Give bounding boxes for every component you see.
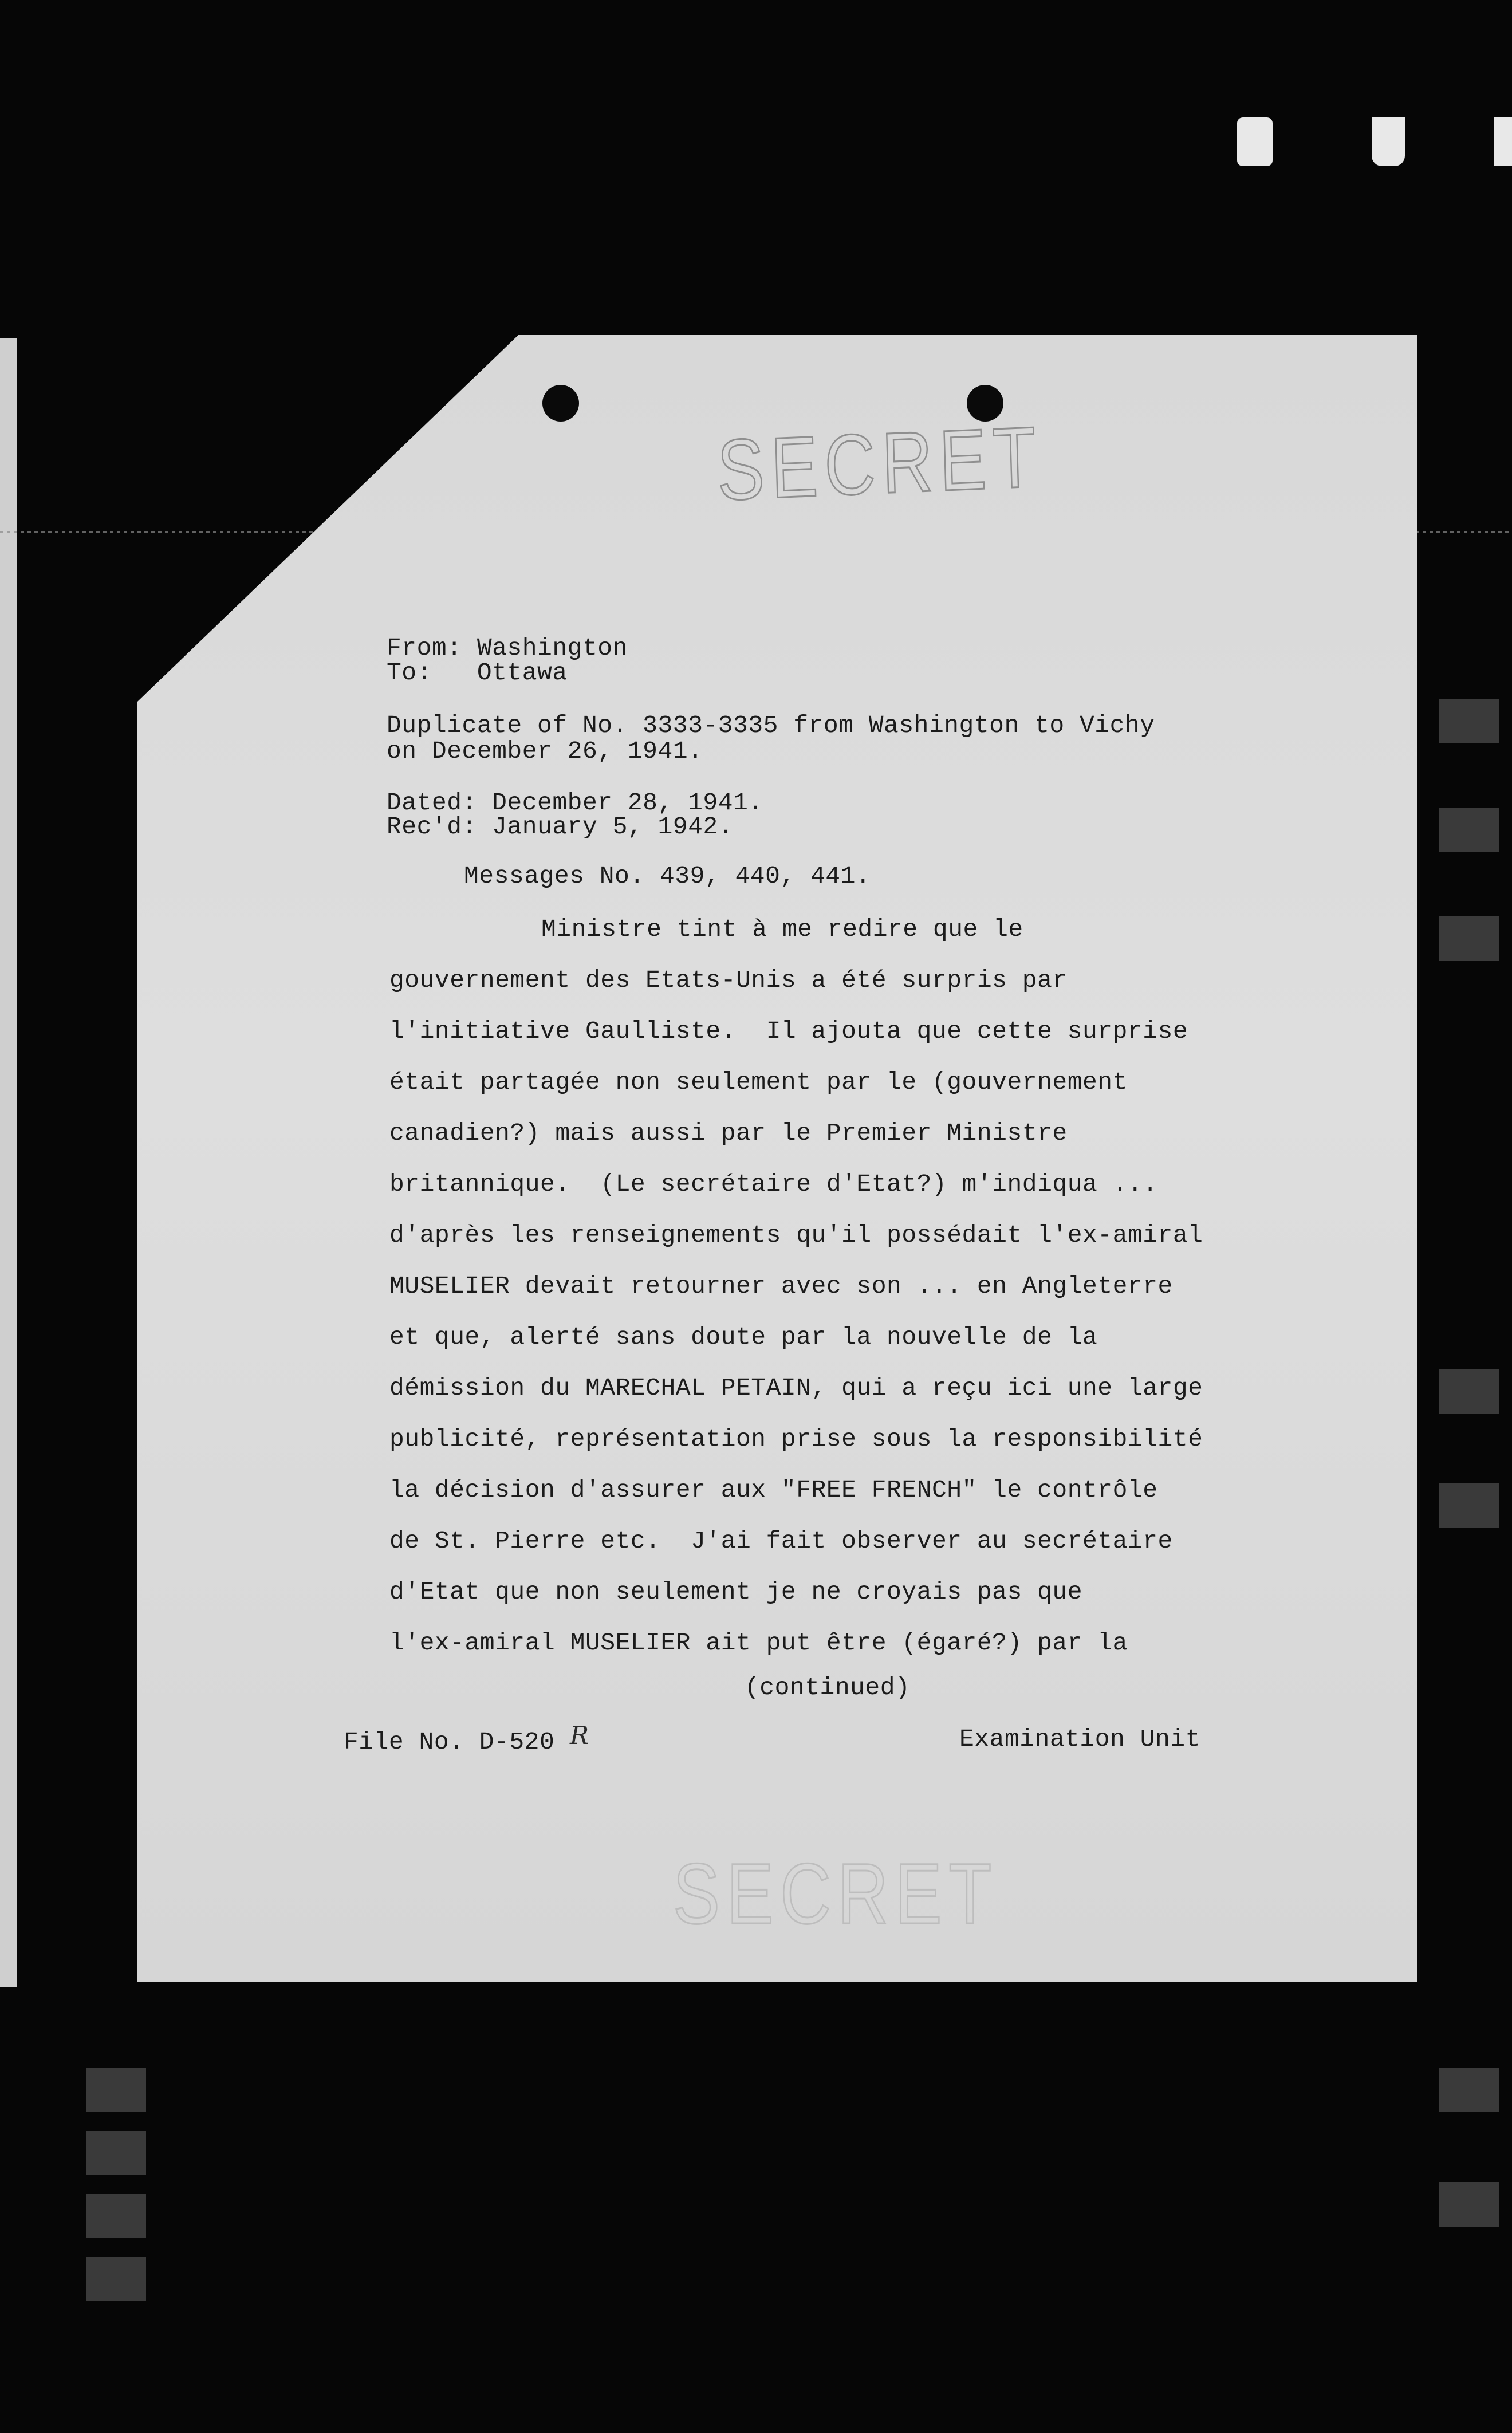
film-sprocket bbox=[86, 2068, 146, 2112]
film-sprocket bbox=[1439, 808, 1499, 852]
body-line: publicité, représentation prise sous la responsibilité bbox=[389, 1425, 1203, 1453]
film-edge-mark bbox=[1372, 117, 1405, 166]
file-suffix-handwritten: R bbox=[570, 1721, 589, 1750]
from-line: From: Washington bbox=[387, 634, 628, 662]
body-line: l'initiative Gaulliste. Il ajouta que cette surprise bbox=[389, 1017, 1188, 1045]
film-sprocket bbox=[1439, 1369, 1499, 1414]
to-line: To: Ottawa bbox=[387, 659, 568, 687]
film-sprocket bbox=[1439, 699, 1499, 743]
file-number: File No. D-520 bbox=[344, 1728, 555, 1756]
received-line: Rec'd: January 5, 1942. bbox=[387, 813, 733, 841]
body-line: et que, alerté sans doute par la nouvelle de la bbox=[389, 1323, 1098, 1351]
document-page bbox=[137, 335, 1418, 1982]
body-line: démission du MARECHAL PETAIN, qui a reçu ici une large bbox=[389, 1374, 1203, 1402]
film-sprocket bbox=[1439, 1483, 1499, 1528]
secret-stamp-top: SECRET bbox=[716, 408, 1044, 518]
film-sprocket bbox=[1439, 2068, 1499, 2112]
film-sprocket bbox=[1439, 916, 1499, 961]
secret-stamp-bottom: SECRET bbox=[673, 1845, 998, 1942]
film-sprocket bbox=[86, 2257, 146, 2301]
body-line: Ministre tint à me redire que le bbox=[541, 915, 1023, 943]
punch-hole bbox=[542, 385, 579, 422]
duplicate-line-1: Duplicate of No. 3333-3335 from Washington to Vichy bbox=[387, 711, 1155, 739]
film-edge-mark bbox=[1237, 117, 1273, 166]
messages-line: Messages No. 439, 440, 441. bbox=[464, 862, 871, 890]
body-line: gouvernement des Etats-Unis a été surpris par bbox=[389, 966, 1068, 994]
duplicate-line-2: on December 26, 1941. bbox=[387, 737, 703, 765]
film-sprocket bbox=[86, 2131, 146, 2175]
body-line: canadien?) mais aussi par le Premier Ministre bbox=[389, 1119, 1068, 1147]
body-line: la décision d'assurer aux "FREE FRENCH" le contrôle bbox=[389, 1476, 1158, 1504]
body-line: de St. Pierre etc. J'ai fait observer au secrétaire bbox=[389, 1527, 1173, 1555]
continued-label: (continued) bbox=[745, 1674, 911, 1702]
body-line: MUSELIER devait retourner avec son ... en Angleterre bbox=[389, 1272, 1173, 1300]
film-sprocket bbox=[1439, 2182, 1499, 2227]
body-line: d'après les renseignements qu'il possédait l'ex-amiral bbox=[389, 1221, 1203, 1249]
film-sprocket bbox=[86, 2194, 146, 2238]
examination-unit: Examination Unit bbox=[959, 1725, 1200, 1753]
body-line: l'ex-amiral MUSELIER ait put être (égaré?) par la bbox=[389, 1629, 1128, 1657]
body-line: était partagée non seulement par le (gouvernement bbox=[389, 1068, 1128, 1096]
dated-line: Dated: December 28, 1941. bbox=[387, 789, 763, 817]
film-edge-mark bbox=[1494, 117, 1512, 166]
body-line: britannique. (Le secrétaire d'Etat?) m'indiqua ... bbox=[389, 1170, 1158, 1198]
film-edge-strip bbox=[0, 338, 17, 1987]
body-line: d'Etat que non seulement je ne croyais pas que bbox=[389, 1578, 1082, 1606]
